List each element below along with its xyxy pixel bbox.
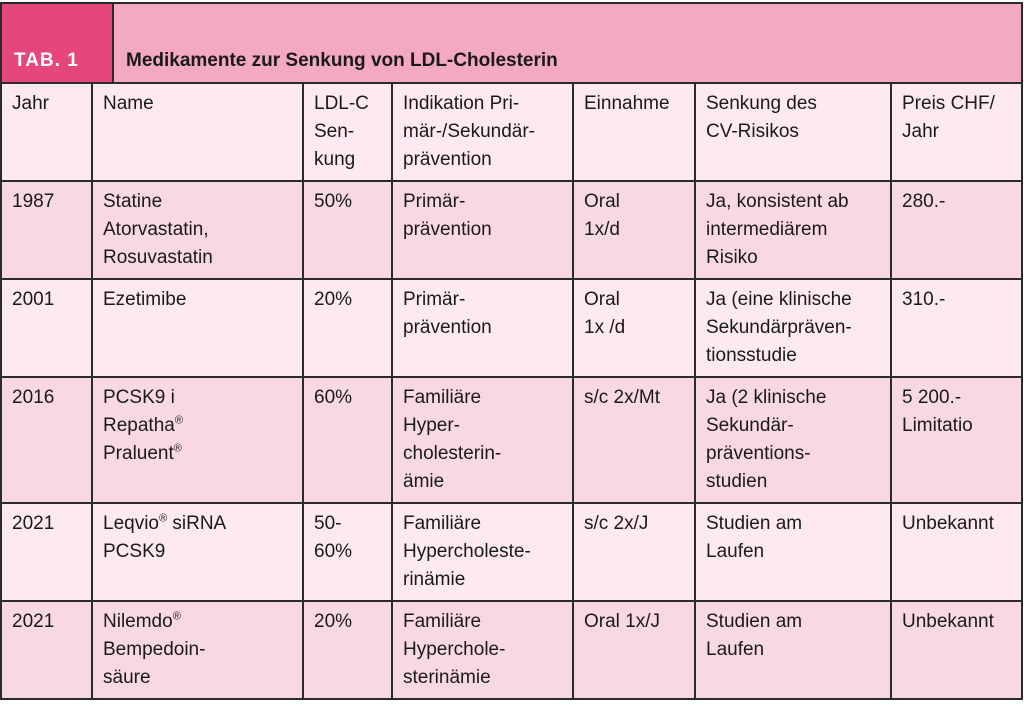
column-header-intake: Einnahme <box>573 84 695 181</box>
medication-table <box>2 84 1021 698</box>
cell-indication: Primär- prävention <box>392 181 573 279</box>
cell-year: 2016 <box>2 377 92 503</box>
column-header-price: Preis CHF/ Jahr <box>891 84 1021 181</box>
table-figure <box>0 2 1023 700</box>
cell-ldl: 50- 60% <box>303 503 392 601</box>
cell-indication: Familiäre Hypercholе- sterinämie <box>392 601 573 698</box>
cell-risk: Ja (2 klinische Sekundär- präventions- studien <box>695 377 891 503</box>
table-row <box>2 377 1021 503</box>
column-header-risk: Senkung des CV-Risikos <box>695 84 891 181</box>
cell-year: 2021 <box>2 601 92 698</box>
column-header-name: Name <box>92 84 303 181</box>
cell-price: 310.- <box>891 279 1021 377</box>
cell-name: Leqvio® siRNA PCSK9 <box>92 503 303 601</box>
cell-risk: Ja, konsistent ab intermediärem Risiko <box>695 181 891 279</box>
cell-price: 280.- <box>891 181 1021 279</box>
cell-indication: Familiäre Hypercholeste- rinämie <box>392 503 573 601</box>
cell-indication: Familiäre Hyper- cholesterin- ämie <box>392 377 573 503</box>
cell-indication: Primär- prävention <box>392 279 573 377</box>
column-header-year: Jahr <box>2 84 92 181</box>
cell-ldl: 50% <box>303 181 392 279</box>
cell-name: Ezetimibe <box>92 279 303 377</box>
cell-year: 2001 <box>2 279 92 377</box>
cell-price: Unbekannt <box>891 503 1021 601</box>
cell-year: 1987 <box>2 181 92 279</box>
cell-risk: Studien am Laufen <box>695 601 891 698</box>
cell-year: 2021 <box>2 503 92 601</box>
column-header-row <box>2 84 1021 181</box>
cell-ldl: 20% <box>303 601 392 698</box>
cell-name: PCSK9 i Repatha® Praluent® <box>92 377 303 503</box>
table-title: Medikamente zur Senkung von LDL-Cholesterin <box>114 4 1021 82</box>
cell-intake: Oral 1x /d <box>573 279 695 377</box>
table-row <box>2 601 1021 698</box>
cell-intake: Oral 1x/d <box>573 181 695 279</box>
cell-price: Unbekannt <box>891 601 1021 698</box>
cell-ldl: 20% <box>303 279 392 377</box>
table-row <box>2 279 1021 377</box>
cell-name: Nilemdo® Bempedoin- säure <box>92 601 303 698</box>
cell-ldl: 60% <box>303 377 392 503</box>
cell-intake: s/c 2x/Mt <box>573 377 695 503</box>
column-header-indication: Indikation Pri- mär-/Sekundär- prävention <box>392 84 573 181</box>
table-row <box>2 181 1021 279</box>
cell-risk: Studien am Laufen <box>695 503 891 601</box>
cell-intake: Oral 1x/J <box>573 601 695 698</box>
table-row <box>2 503 1021 601</box>
table-number-label: TAB. 1 <box>2 4 114 82</box>
cell-price: 5 200.- Limitatio <box>891 377 1021 503</box>
cell-intake: s/c 2x/J <box>573 503 695 601</box>
cell-risk: Ja (eine klinische Sekundärpräven- tionsstudie <box>695 279 891 377</box>
cell-name: Statine Atorvastatin, Rosuvastatin <box>92 181 303 279</box>
column-header-ldl: LDL-C Sen- kung <box>303 84 392 181</box>
table-header-bar <box>2 4 1021 84</box>
